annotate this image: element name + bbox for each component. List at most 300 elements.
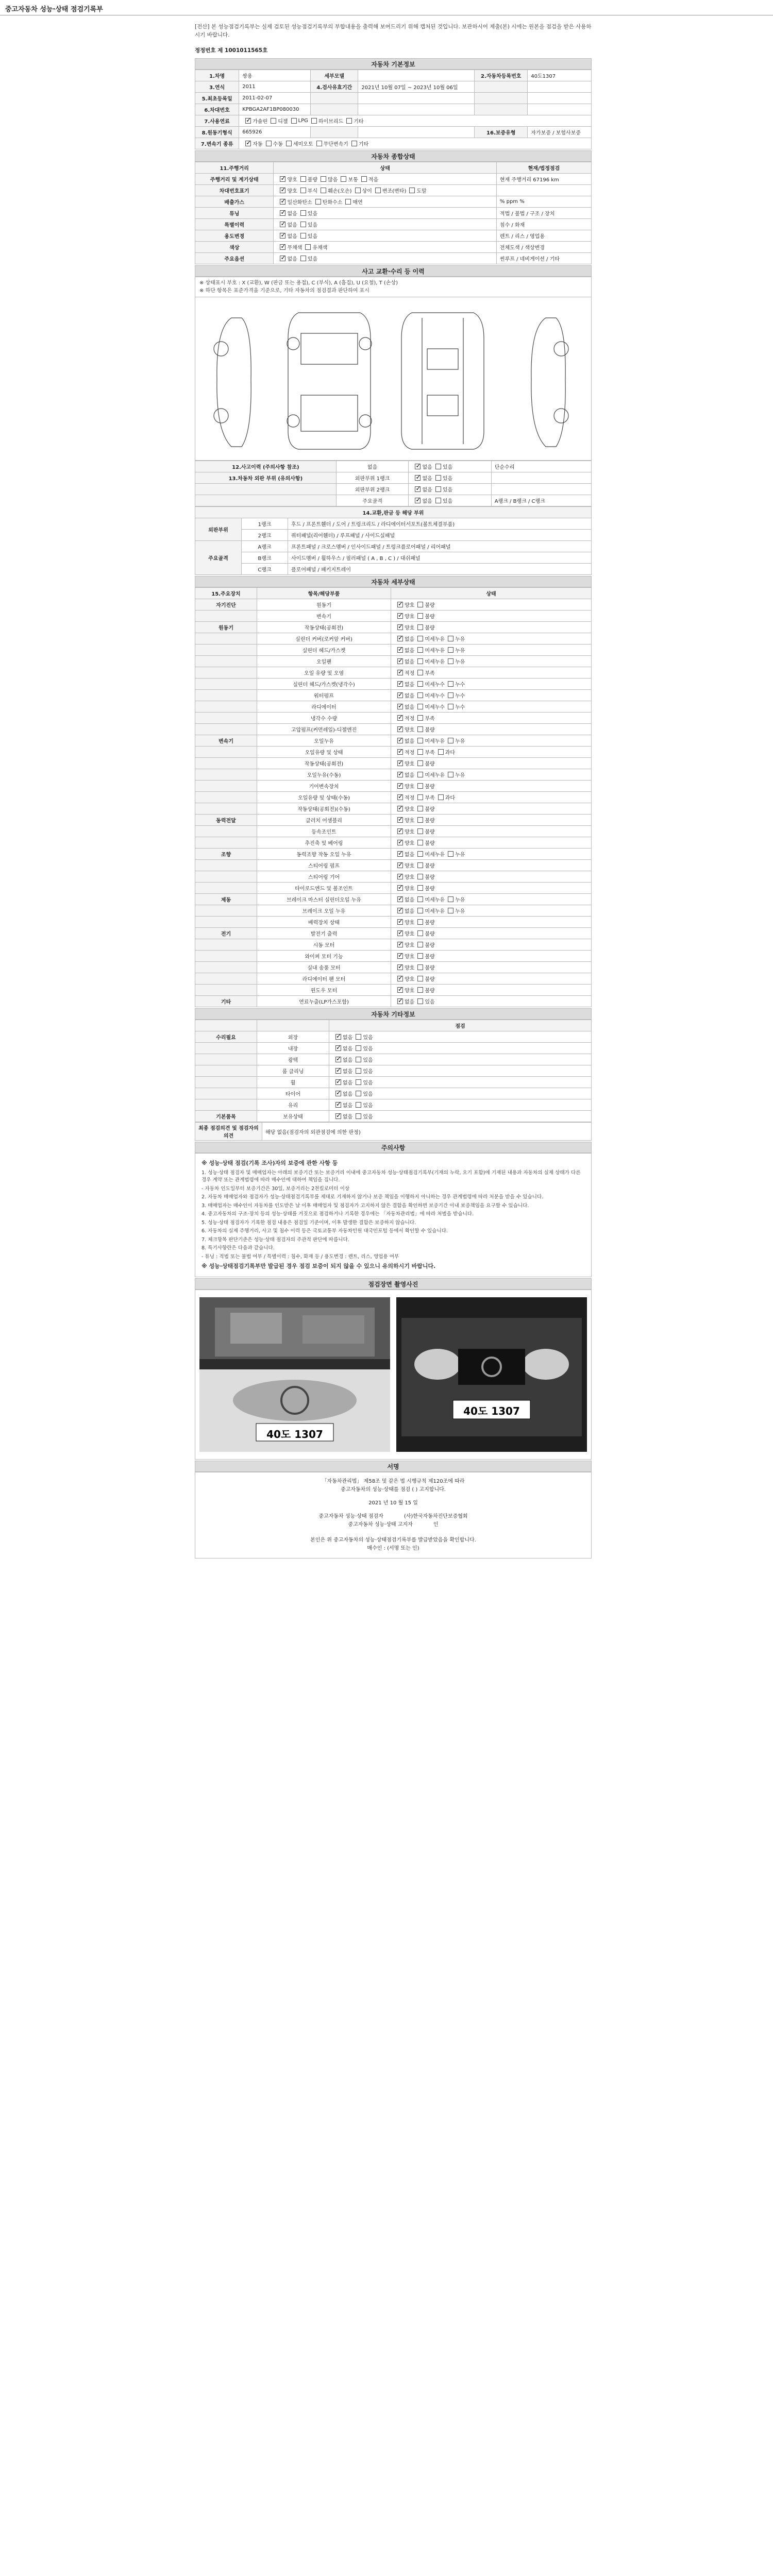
- checkbox-label: 불량: [425, 818, 435, 824]
- checkbox[interactable]: [417, 704, 423, 709]
- checkbox-label: 탄화수소: [322, 200, 343, 206]
- checkbox[interactable]: [417, 749, 423, 755]
- checkbox[interactable]: [321, 176, 326, 182]
- detail-item: 타이로드엔드 및 볼조인트: [257, 883, 391, 894]
- checkbox[interactable]: [335, 1034, 341, 1040]
- detail-row: [195, 758, 592, 769]
- repair-extra: [491, 484, 591, 495]
- checkbox[interactable]: [397, 636, 403, 641]
- checkbox-label: 있음: [307, 257, 318, 262]
- checkbox-label: 있음: [442, 499, 453, 504]
- detail-item: 추진축 및 베어링: [257, 837, 391, 849]
- checkbox[interactable]: [397, 738, 403, 743]
- checkbox[interactable]: [417, 658, 423, 664]
- checkbox[interactable]: [438, 749, 444, 755]
- checkbox[interactable]: [417, 613, 423, 619]
- overall-extra: 침수 / 화재: [496, 219, 591, 230]
- basic-cell: [475, 93, 528, 104]
- checkbox[interactable]: [415, 498, 421, 503]
- checkbox[interactable]: [417, 670, 423, 675]
- checkbox[interactable]: [341, 176, 346, 182]
- sign-date: 2021 년 10 월 15 일: [368, 1500, 418, 1506]
- repair-extra: [491, 472, 591, 484]
- sign-text-1: 「자동차관리법」 제58조 및 같은 법 시행규칙 제120조에 따라: [322, 1478, 465, 1484]
- checkbox[interactable]: [397, 624, 403, 630]
- checkbox[interactable]: [397, 602, 403, 607]
- option-options: [329, 1099, 592, 1111]
- detail-item: 실린더 헤드/가스켓: [257, 645, 391, 656]
- option-item: 보유상태: [257, 1111, 329, 1122]
- outer-parts-2: 쿼터패널(리어휀더) / 루프패널 / 사이드실패널: [288, 530, 592, 541]
- detail-item: 실린더 헤드/가스켓(냉각수): [257, 679, 391, 690]
- detail-options: [391, 667, 592, 679]
- checkbox-label: 양호: [405, 954, 415, 960]
- detail-group: [195, 973, 257, 985]
- checkbox[interactable]: [361, 176, 367, 182]
- car-underbody: [401, 313, 484, 449]
- checkbox[interactable]: [417, 726, 423, 732]
- checkbox[interactable]: [266, 141, 272, 146]
- checkbox[interactable]: [415, 486, 421, 492]
- checkbox[interactable]: [346, 118, 352, 124]
- section-sign: 서명: [195, 1461, 592, 1472]
- notes-box: [195, 1153, 592, 1277]
- detail-options: [391, 883, 592, 894]
- basic-cell: [311, 127, 358, 138]
- checkbox-label: 세미오토: [293, 142, 313, 147]
- checkbox[interactable]: [417, 647, 423, 653]
- option-item: 내장: [257, 1043, 329, 1054]
- checkbox[interactable]: [448, 681, 453, 687]
- checkbox[interactable]: [356, 1068, 361, 1074]
- checkbox-label: 양호: [405, 625, 415, 631]
- option-group: [195, 1077, 257, 1088]
- checkbox[interactable]: [356, 1091, 361, 1096]
- checkbox-label: 있음: [363, 1046, 373, 1052]
- detail-row: [195, 781, 592, 792]
- checkbox[interactable]: [397, 953, 403, 959]
- detail-item: 오일누유: [257, 735, 391, 747]
- legend-line-2: ※ 하단 항목은 표준가격을 기준으로, 기타 자동차의 점검결과 판단하여 표시: [199, 288, 369, 294]
- checkbox-label: 있음: [363, 1092, 373, 1097]
- basic-cell: 세부모델: [311, 70, 358, 81]
- mission-label: 7.변속기 종류: [195, 138, 239, 149]
- checkbox[interactable]: [356, 1113, 361, 1119]
- detail-options: [391, 917, 592, 928]
- detail-group: [195, 701, 257, 713]
- checkbox[interactable]: [435, 498, 441, 503]
- detail-options: [391, 747, 592, 758]
- overall-extra: 적법 / 불법 / 구조 / 장치: [496, 208, 591, 219]
- detail-options: [391, 803, 592, 815]
- checkbox[interactable]: [417, 624, 423, 630]
- receiver-line: 매수인 : (서명 또는 인): [367, 1545, 419, 1551]
- checkbox[interactable]: [397, 908, 403, 913]
- checkbox[interactable]: [417, 908, 423, 913]
- checkbox[interactable]: [335, 1113, 341, 1119]
- checkbox[interactable]: [335, 1079, 341, 1085]
- note-line: 8. 특기사항란은 다음과 같습니다.: [201, 1245, 275, 1251]
- detail-row: [195, 690, 592, 701]
- document: [195, 23, 592, 1558]
- checkbox[interactable]: [417, 692, 423, 698]
- checkbox-label: 없음: [422, 499, 432, 504]
- checkbox[interactable]: [409, 188, 415, 193]
- checkbox[interactable]: [311, 118, 317, 124]
- checkbox[interactable]: [271, 118, 276, 124]
- checkbox[interactable]: [280, 199, 285, 205]
- option-item: 휠: [257, 1077, 329, 1088]
- detail-group: [195, 611, 257, 622]
- plate-text-2: 40도 1307: [463, 1404, 520, 1417]
- detail-row: [195, 962, 592, 973]
- checkbox[interactable]: [417, 602, 423, 607]
- detail-item: 브레이크 오일 누유: [257, 905, 391, 917]
- checkbox[interactable]: [280, 233, 285, 239]
- seller-value: 인: [433, 1521, 439, 1528]
- checkbox-label: 미세누유: [425, 852, 445, 858]
- checkbox-label: 미세누유: [425, 773, 445, 778]
- checkbox[interactable]: [417, 681, 423, 687]
- overall-row: [195, 253, 592, 264]
- checkbox-label: 하이브리드: [318, 119, 344, 125]
- detail-group: [195, 883, 257, 894]
- checkbox[interactable]: [417, 919, 423, 925]
- detail-row: [195, 735, 592, 747]
- detail-options: [391, 769, 592, 781]
- overall-options: [274, 242, 496, 253]
- checkbox[interactable]: [448, 658, 453, 664]
- checkbox[interactable]: [355, 188, 361, 193]
- checkbox[interactable]: [335, 1045, 341, 1051]
- checkbox-label: 있음: [363, 1058, 373, 1063]
- checkbox[interactable]: [286, 141, 292, 146]
- checkbox[interactable]: [417, 862, 423, 868]
- option-group: [195, 1054, 257, 1065]
- overall-label: 차대번호표기: [195, 185, 274, 196]
- checkbox-label: 없음: [405, 693, 415, 699]
- checkbox[interactable]: [397, 783, 403, 789]
- checkbox-label: 기타: [358, 142, 369, 147]
- checkbox[interactable]: [291, 118, 297, 124]
- checkbox[interactable]: [245, 118, 251, 124]
- checkbox[interactable]: [417, 851, 423, 857]
- checkbox-label: 양호: [405, 841, 415, 846]
- section-photos: 점검장면 촬영사진: [195, 1278, 592, 1290]
- basic-table: [195, 70, 592, 149]
- checkbox[interactable]: [435, 464, 441, 469]
- checkbox[interactable]: [397, 692, 403, 698]
- checkbox[interactable]: [305, 244, 311, 250]
- detail-group: [195, 690, 257, 701]
- detail-options: [391, 996, 592, 1007]
- checkbox[interactable]: [397, 760, 403, 766]
- checkbox[interactable]: [397, 726, 403, 732]
- detail-group: [195, 985, 257, 996]
- checkbox[interactable]: [335, 1057, 341, 1062]
- checkbox[interactable]: [375, 188, 381, 193]
- note-line: - 자동차 인도일부터 보증기간은 30일, 보증거리는 2천킬로미터 이상: [201, 1185, 350, 1192]
- checkbox[interactable]: [417, 794, 423, 800]
- checkbox[interactable]: [280, 222, 285, 227]
- checkbox[interactable]: [335, 1091, 341, 1096]
- checkbox-label: 양호: [405, 931, 415, 937]
- checkbox-label: 없음: [405, 682, 415, 688]
- checkbox[interactable]: [417, 976, 423, 981]
- checkbox-label: 없음: [287, 223, 297, 228]
- checkbox[interactable]: [417, 874, 423, 879]
- checkbox[interactable]: [417, 987, 423, 993]
- checkbox[interactable]: [397, 862, 403, 868]
- basic-cell: 4.검사유효기간: [311, 81, 358, 93]
- checkbox[interactable]: [435, 475, 441, 481]
- checkbox[interactable]: [397, 772, 403, 777]
- checkbox[interactable]: [448, 772, 453, 777]
- overall-options: [274, 208, 496, 219]
- basic-cell: 665926: [239, 127, 311, 138]
- checkbox[interactable]: [397, 840, 403, 845]
- checkbox[interactable]: [356, 1102, 361, 1108]
- detail-item: 클러치 어셈블리: [257, 815, 391, 826]
- checkbox-label: 있음: [363, 1069, 373, 1075]
- checkbox[interactable]: [351, 141, 357, 146]
- basic-cell: [528, 81, 592, 93]
- checkbox[interactable]: [300, 188, 306, 193]
- basic-cell: [311, 104, 358, 115]
- checkbox[interactable]: [300, 233, 306, 239]
- detail-header: 항목/해당부품: [257, 588, 391, 599]
- checkbox-label: 없음: [405, 852, 415, 858]
- car-diagram-svg: [195, 297, 591, 460]
- basic-cell: 2021년 10월 07일 ~ 2023년 10월 06일: [358, 81, 475, 93]
- checkbox[interactable]: [397, 930, 403, 936]
- repair-options: [409, 461, 491, 472]
- option-row: [195, 1099, 592, 1111]
- checkbox-label: 많음: [328, 177, 338, 183]
- checkbox-label: 불량: [425, 784, 435, 790]
- overall-options: [274, 185, 496, 196]
- checkbox[interactable]: [356, 1057, 361, 1062]
- detail-group: 조향: [195, 849, 257, 860]
- detail-options: [391, 951, 592, 962]
- detail-item: 오일팬: [257, 656, 391, 667]
- checkbox[interactable]: [280, 244, 285, 250]
- checkbox[interactable]: [448, 908, 453, 913]
- checkbox-label: 누유: [455, 852, 465, 858]
- checkbox[interactable]: [417, 783, 423, 789]
- option-group: [195, 1099, 257, 1111]
- checkbox[interactable]: [397, 670, 403, 675]
- detail-options: [391, 679, 592, 690]
- checkbox[interactable]: [417, 806, 423, 811]
- checkbox[interactable]: [417, 772, 423, 777]
- repair-row: [195, 484, 592, 495]
- detail-options: [391, 860, 592, 871]
- option-row: [195, 1043, 592, 1054]
- checkbox[interactable]: [448, 738, 453, 743]
- checkbox[interactable]: [415, 475, 421, 481]
- detail-options: [391, 645, 592, 656]
- overall-row: [195, 230, 592, 242]
- repair-legend: [195, 277, 592, 297]
- checkbox-label: 있음: [363, 1103, 373, 1109]
- checkbox-label: 있음: [307, 211, 318, 217]
- checkbox[interactable]: [417, 896, 423, 902]
- checkbox[interactable]: [397, 794, 403, 800]
- detail-item: 스티어링 기어: [257, 871, 391, 883]
- detail-item: 작동상태(공회전): [257, 758, 391, 769]
- checkbox[interactable]: [397, 998, 403, 1004]
- checkbox[interactable]: [417, 715, 423, 721]
- checkbox[interactable]: [397, 828, 403, 834]
- checkbox[interactable]: [417, 840, 423, 845]
- checkbox[interactable]: [397, 987, 403, 993]
- checkbox[interactable]: [397, 851, 403, 857]
- detail-group: 기타: [195, 996, 257, 1007]
- detail-item: 기어변속장치: [257, 781, 391, 792]
- checkbox[interactable]: [245, 141, 251, 146]
- detail-row: [195, 803, 592, 815]
- frame-parts-a: 프론트패널 / 크로스멤버 / 인사이드패널 / 트렁크플로어패널 / 리어패널: [288, 541, 592, 552]
- checkbox-label: 불량: [425, 727, 435, 733]
- checkbox-label: 유채색: [312, 245, 328, 251]
- checkbox[interactable]: [397, 647, 403, 653]
- checkbox[interactable]: [448, 704, 453, 709]
- checkbox[interactable]: [448, 647, 453, 653]
- checkbox[interactable]: [397, 942, 403, 947]
- checkbox-label: 양호: [405, 863, 415, 869]
- car-side-left: [214, 318, 251, 447]
- checkbox[interactable]: [356, 1079, 361, 1085]
- checkbox-label: 부족: [425, 671, 435, 676]
- checkbox[interactable]: [397, 885, 403, 891]
- basic-row: [195, 93, 592, 104]
- checkbox[interactable]: [356, 1045, 361, 1051]
- checkbox[interactable]: [316, 141, 322, 146]
- checkbox[interactable]: [397, 681, 403, 687]
- checkbox[interactable]: [417, 828, 423, 834]
- checkbox-label: 없음: [405, 648, 415, 654]
- option-row: [195, 1088, 592, 1099]
- checkbox-label: 없음: [343, 1035, 353, 1041]
- checkbox[interactable]: [280, 256, 285, 261]
- confirm-text: 본인은 위 중고자동차의 성능·상태점검기록부를 발급받았음을 확인합니다.: [310, 1537, 476, 1543]
- checkbox-label: 상이: [362, 189, 372, 194]
- checkbox[interactable]: [397, 817, 403, 823]
- detail-group: [195, 713, 257, 724]
- checkbox[interactable]: [397, 658, 403, 664]
- checkbox[interactable]: [397, 896, 403, 902]
- checkbox-label: 없음: [405, 909, 415, 914]
- checkbox-label: 미세누유: [425, 739, 445, 744]
- detail-row: [195, 713, 592, 724]
- checkbox-label: 미세누유: [425, 648, 445, 654]
- checkbox[interactable]: [335, 1102, 341, 1108]
- checkbox[interactable]: [321, 188, 326, 193]
- checkbox[interactable]: [417, 760, 423, 766]
- checkbox-label: 있음: [363, 1035, 373, 1041]
- option-blank: [195, 1020, 257, 1031]
- checkbox[interactable]: [315, 199, 321, 205]
- detail-group: [195, 939, 257, 951]
- checkbox-label: 불량: [425, 761, 435, 767]
- detail-options: [391, 894, 592, 905]
- detail-row: [195, 622, 592, 633]
- basic-cell: [358, 70, 475, 81]
- checkbox[interactable]: [397, 749, 403, 755]
- repair-extra: A랭크 / B랭크 / C랭크: [491, 495, 591, 506]
- checkbox[interactable]: [280, 210, 285, 216]
- checkbox[interactable]: [417, 998, 423, 1004]
- checkbox[interactable]: [300, 176, 306, 182]
- checkbox[interactable]: [417, 942, 423, 947]
- page-title: 중고자동차 성능·상태 점검기록부: [0, 0, 773, 15]
- frame-rank-a: A랭크: [242, 541, 288, 552]
- checkbox[interactable]: [345, 199, 351, 205]
- checkbox[interactable]: [417, 817, 423, 823]
- checkbox[interactable]: [417, 930, 423, 936]
- checkbox[interactable]: [356, 1034, 361, 1040]
- inspector-value: (사)한국자동차진단보증협회: [404, 1513, 468, 1519]
- detail-row: [195, 928, 592, 939]
- checkbox-label: 없음: [287, 211, 297, 217]
- section-option: 자동차 기타정보: [195, 1008, 592, 1020]
- checkbox[interactable]: [448, 692, 453, 698]
- checkbox[interactable]: [415, 464, 421, 469]
- checkbox-label: 누수: [455, 693, 465, 699]
- checkbox[interactable]: [417, 738, 423, 743]
- checkbox[interactable]: [417, 953, 423, 959]
- checkbox[interactable]: [435, 486, 441, 492]
- checkbox[interactable]: [397, 715, 403, 721]
- detail-item: 윈도우 모터: [257, 985, 391, 996]
- checkbox[interactable]: [280, 176, 285, 182]
- checkbox[interactable]: [280, 188, 285, 193]
- basic-row: [195, 104, 592, 115]
- checkbox[interactable]: [397, 874, 403, 879]
- checkbox[interactable]: [448, 636, 453, 641]
- checkbox[interactable]: [300, 210, 306, 216]
- checkbox-label: 없음: [343, 1092, 353, 1097]
- checkbox[interactable]: [397, 919, 403, 925]
- detail-group: [195, 792, 257, 803]
- checkbox-label: 있음: [442, 476, 453, 482]
- checkbox-label: 불량: [425, 875, 435, 880]
- option-row: [195, 1111, 592, 1122]
- option-blank: [257, 1020, 329, 1031]
- checkbox[interactable]: [300, 222, 306, 227]
- checkbox-label: 없음: [405, 705, 415, 710]
- checkbox[interactable]: [448, 896, 453, 902]
- checkbox[interactable]: [448, 851, 453, 857]
- checkbox[interactable]: [335, 1068, 341, 1074]
- checkbox[interactable]: [417, 885, 423, 891]
- checkbox[interactable]: [417, 636, 423, 641]
- detail-item: 라디에이터 팬 모터: [257, 973, 391, 985]
- checkbox[interactable]: [300, 256, 306, 261]
- overall-extra: [496, 185, 591, 196]
- checkbox-label: 적정: [405, 671, 415, 676]
- checkbox[interactable]: [397, 613, 403, 619]
- checkbox[interactable]: [397, 964, 403, 970]
- checkbox[interactable]: [397, 806, 403, 811]
- checkbox-label: 양호: [405, 829, 415, 835]
- checkbox[interactable]: [397, 976, 403, 981]
- note-line: 4. 중고자동차의 구조·장치 등의 성능·상태를 거짓으로 점검하거나 기록한 경우에는 「자동차관리법」에 따라 처벌을 받습니다.: [201, 1211, 474, 1217]
- checkbox[interactable]: [397, 704, 403, 709]
- checkbox[interactable]: [438, 794, 444, 800]
- checkbox[interactable]: [417, 964, 423, 970]
